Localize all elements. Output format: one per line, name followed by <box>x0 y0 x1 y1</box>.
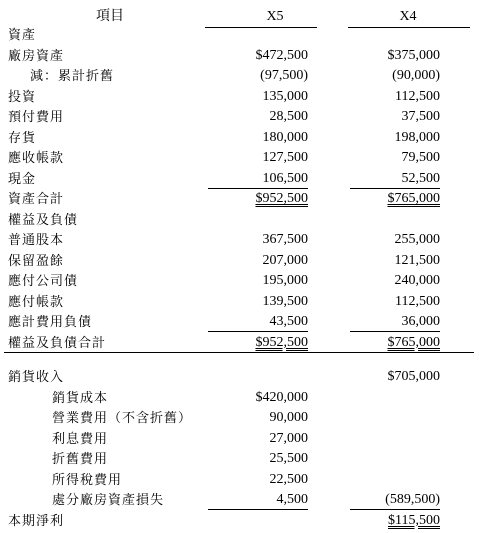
is-row-label: 本期淨利 <box>8 512 65 528</box>
bs-row-x4-value: 36,000 <box>350 313 440 332</box>
bs-row-label: 權益及負債 <box>8 211 79 227</box>
bs-row-x4-value: 255,000 <box>394 232 440 247</box>
bs-row-x4-value: 112,500 <box>395 88 440 104</box>
bs-row-x4-value: 112,500 <box>395 293 440 309</box>
bs-row-label: 投資 <box>8 88 37 104</box>
is-row-x5-value: 27,000 <box>269 430 308 446</box>
bs-row-x4-value: $765,000 <box>387 334 440 350</box>
bs-row-x5-value: $952,500 <box>255 334 308 350</box>
is-row-x4-value: $705,000 <box>387 369 440 384</box>
bs-row-label: 現金 <box>8 170 37 186</box>
is-row-label: 所得稅費用 <box>52 471 123 487</box>
bs-row-label: 普通股本 <box>8 232 65 247</box>
is-row-x5-value: 90,000 <box>269 410 308 425</box>
bs-row-x5-value: 135,000 <box>262 88 308 104</box>
bs-row-label: 資產合計 <box>8 191 65 206</box>
is-row-x5-value: 22,500 <box>269 471 308 487</box>
header-x4: X4 <box>399 9 417 24</box>
header-underline-x4 <box>348 27 470 28</box>
section-divider <box>4 352 474 353</box>
is-row-label: 銷貨收入 <box>8 369 65 384</box>
bs-row-label: 減：累計折舊 <box>30 68 115 83</box>
bs-row-label: 應付公司債 <box>8 273 79 288</box>
bs-row-x5-value: 28,500 <box>269 109 308 124</box>
bs-row-x4-value: (90,000) <box>392 68 440 83</box>
bs-row-label: 應收帳款 <box>8 150 65 165</box>
bs-row-x5-value: 106,500 <box>208 170 308 189</box>
bs-row-label: 權益及負債合計 <box>8 334 107 350</box>
bs-row-x5-value: 207,000 <box>262 252 308 268</box>
is-row-label: 營業費用（不含折舊） <box>52 410 193 425</box>
bs-row-x4-value: $375,000 <box>387 47 440 63</box>
bs-row-x5-value: $952,500 <box>255 191 308 206</box>
bs-row-label: 預付費用 <box>8 109 65 124</box>
header-underline-x5 <box>205 27 317 28</box>
bs-row-x4-value: 240,000 <box>394 273 440 288</box>
bs-row-x5-value: (97,500) <box>260 68 308 83</box>
bs-row-x5-value: 127,500 <box>262 150 308 165</box>
bs-row-label: 保留盈餘 <box>8 252 65 268</box>
bs-row-x4-value: 198,000 <box>394 129 440 145</box>
is-row-label: 折舊費用 <box>52 451 109 466</box>
bs-row-x4-value: 52,500 <box>350 170 440 189</box>
bs-row-label: 存貨 <box>8 129 37 145</box>
bs-row-label: 應計費用負債 <box>8 314 93 329</box>
is-row-x5-value: $420,000 <box>255 389 308 405</box>
bs-row-x5-value: 139,500 <box>262 293 308 309</box>
is-row-x4-value: (589,500) <box>350 491 440 510</box>
is-row-label: 利息費用 <box>52 430 109 446</box>
bs-row-x4-value: 121,500 <box>394 252 440 268</box>
is-row-x4-value: $115,500 <box>388 512 440 528</box>
bs-row-x5-value: $472,500 <box>255 47 308 63</box>
bs-row-x4-value: 37,500 <box>401 109 440 124</box>
bs-row-label: 廠房資產 <box>8 47 65 63</box>
header-item: 項目 <box>96 9 124 24</box>
bs-row-x5-value: 180,000 <box>262 129 308 145</box>
bs-row-x5-value: 195,000 <box>262 273 308 288</box>
header-x5: X5 <box>266 9 284 24</box>
bs-row-x5-value: 43,500 <box>208 313 308 332</box>
bs-row-x5-value: 367,500 <box>262 232 308 247</box>
is-row-x5-value: 4,500 <box>208 491 308 510</box>
is-row-label: 處分廠房資產損失 <box>52 492 165 507</box>
is-row-x5-value: 25,500 <box>269 451 308 466</box>
bs-row-label: 資產 <box>8 27 37 42</box>
is-row-label: 銷貨成本 <box>52 389 109 405</box>
bs-row-label: 應付帳款 <box>8 293 65 309</box>
bs-row-x4-value: 79,500 <box>401 150 440 165</box>
bs-row-x4-value: $765,000 <box>387 191 440 206</box>
